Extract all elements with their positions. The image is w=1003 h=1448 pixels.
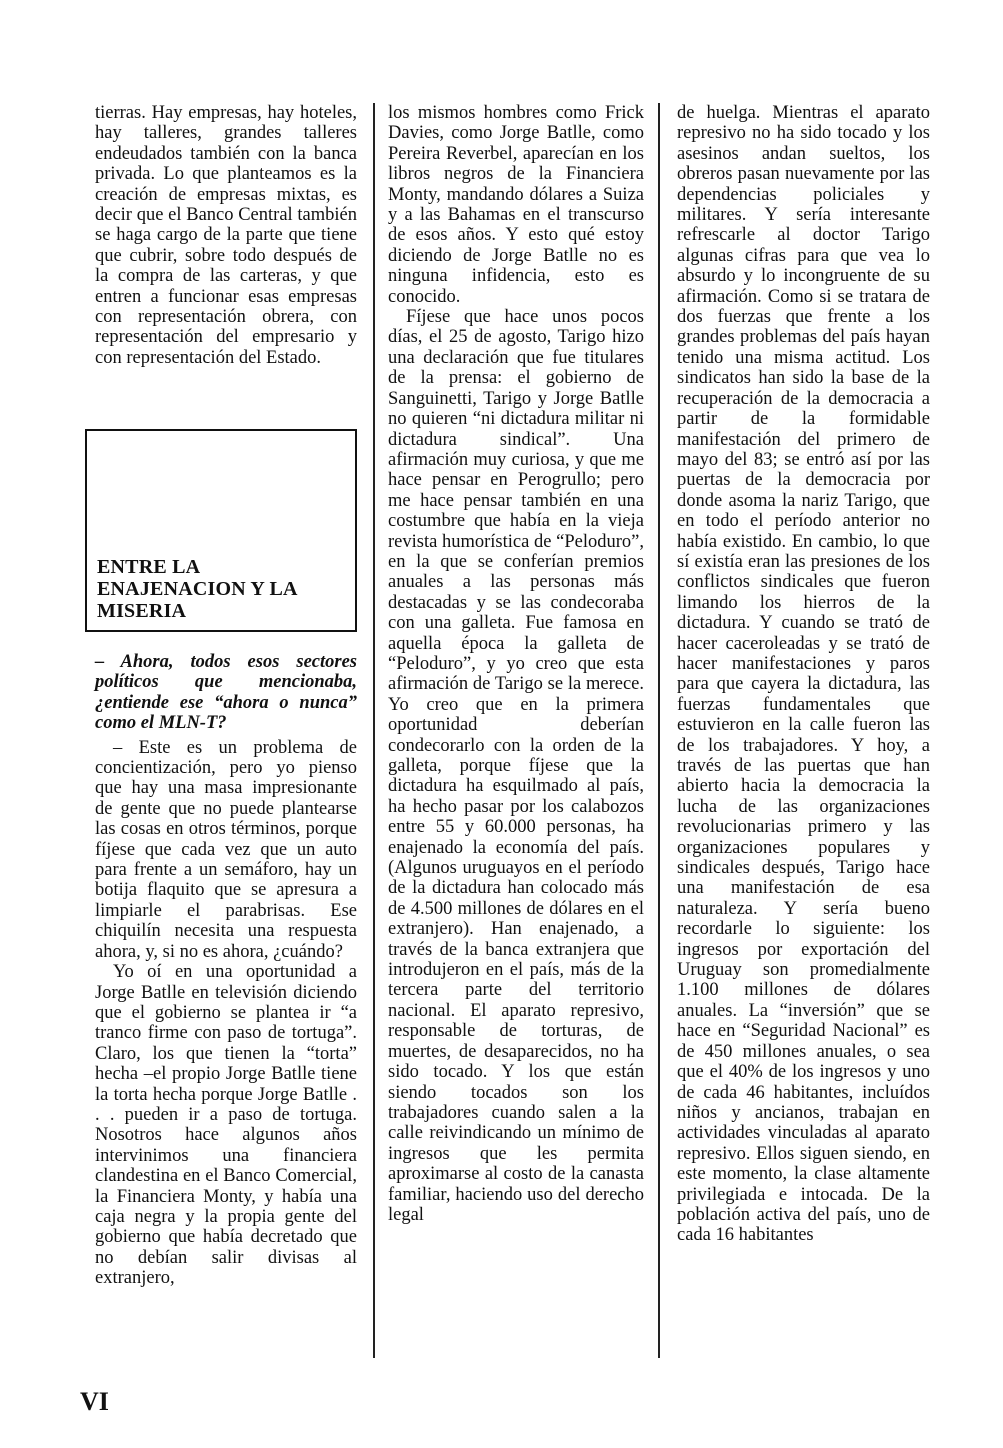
column-1-intro (95, 103, 357, 368)
section-heading: ENTRE LA ENAJENACION Y LA MISERIA (97, 556, 297, 622)
column-2 (388, 103, 644, 1225)
paragraph: tierras. Hay empresas, hay hoteles, hay talleres, grandes talleres endeudados también con la banca privada. Lo que planteamos es la creación de empresas mixtas, es decir que el Banco Central también se haga cargo de la parte que tiene que cubrir, sobre todo después de la compra de las carteras, y que entren a funcionar esas empresas con representación obrera, con representación del empresario y con representación del Estado. (95, 103, 357, 368)
column-divider (658, 103, 660, 1358)
section-box (85, 429, 357, 632)
column-1-interview (95, 652, 357, 1289)
paragraph: los mismos hombres como Frick Davies, como Jorge Batlle, como Pereira Reverbel, aparecían en los libros negros de la Financiera Monty, mandando dólares a Suiza y a las Bahamas en el transcurso de esos años. Y esto qué estoy diciendo de Jorge Batlle no es ninguna infidencia, esto es conocido. (388, 103, 644, 307)
interview-question: – Ahora, todos esos sectores políticos que mencionaba, ¿entiende ese “ahora o nunca” como el MLN-T? (95, 652, 357, 734)
column-divider (373, 103, 375, 1358)
interview-answer: – Este es un problema de concientización, pero yo pienso que hay una masa impresionante de gente que no puede plantearse las cosas en otros términos, porque fíjese que cada vez que un auto para frente a un semáforo, hay un botija flaquito que se apresura a limpiarle el parabrisas. Ese chiquilín necesita una respuesta ahora, y, si no es ahora, ¿cuándo? (95, 737, 357, 962)
column-3 (677, 103, 930, 1246)
paragraph: Yo oí en una oportunidad a Jorge Batlle en televisión diciendo que el gobierno se plantea ir “a tranco firme con paso de tortuga”. Claro, los que tienen la “torta” hecha –el propio Jorge Batlle tiene la torta hecha porque Jorge Batlle . . . pueden ir a paso de tortuga. Nosotros hace algunos años intervinimos una financiera clandestina en el Banco Comercial, la Financiera Monty, y había una caja negra y la propia gente del gobierno que había decretado que no debían salir divisas al extranjero, (95, 962, 357, 1289)
page-number: VI (80, 1387, 109, 1416)
paragraph: Fíjese que hace unos pocos días, el 25 de agosto, Tarigo hizo una declaración que fue titulares de la prensa: el gobierno de Sanguinetti, Tarigo y Jorge Batlle no quieren “ni dictadura militar ni dictadura sindical”. Una afirmación muy curiosa, y que me hace pensar en Perogrullo; pero me hace pensar también en una costumbre que había en la vieja revista humorística de “Peloduro”, en la que se conferían premios anuales a las personas más destacadas y se las condecoraba con una galleta. Fue famosa en aquella época la galleta de “Peloduro”, y yo creo que esta afirmación de Tarigo se la merece. Yo creo que en la primera oportunidad deberían condecorarlo con la orden de la galleta, porque fíjese que la dictadura ha esquilmado al país, ha hecho pasar por los calabozos entre 55 y 60.000 personas, ha enajenado la economía del país. (Algunos uruguayos en el período de la dictadura han colocado más de 4.500 millones de dólares en el extranjero). Han enajenado, a través de la banca extranjera que introdujeron en el país, más de la tercera parte del territorio nacional. El aparato represivo, responsable de torturas, de muertes, de desaparecidos, no ha sido tocado. Y los que están siendo tocados son los trabajadores cuando salen a la calle reivindicando un mínimo de ingresos que les permita aproximarse al costo de la canasta familiar, haciendo uso del derecho legal (388, 307, 644, 1225)
paragraph: de huelga. Mientras el aparato represivo no ha sido tocado y los asesinos andan sueltos, los obreros pasan nuevamente por las dependencias policiales y militares. Y sería interesante refrescarle al doctor Tarigo algunas cifras para que vea lo absurdo y lo incongruente de su afirmación. Como si se tratara de dos fuerzas que frente a los grandes problemas del país hayan tenido una misma actitud. Los sindicatos han sido la base de la recuperación de la democracia a partir de la formidable manifestación del primero de mayo del 83; se entró así por las puertas de la democracia por donde asoma la nariz Tarigo, que en todo el período anterior no había existido. En cambio, lo que sí existía eran las presiones de los conflictos sindicales que fueron limando los hierros de la dictadura. Y cuando se trató de hacer caceroleadas y se trató de hacer manifestaciones y paros para que cayera la dictadura, las fuerzas fundamentales que estuvieron en la calle fueron las de los trabajadores. Y hoy, a través de las puertas que han abierto hacia la democracia la lucha de las organizaciones revolucionarias primero y las organizaciones populares y sindicales después, Tarigo hace una manifestación de esa naturaleza. Y sería bueno recordarle lo siguiente: los ingresos por exportación del Uruguay son promedialmente 1.100 millones de dólares anuales. La “inversión” que se hace en “Seguridad Nacional” es de 450 millones anuales, o sea que el 40% de los ingresos y uno de cada 46 habitantes, incluídos niños y ancianos, trabajan en actividades vinculadas al aparato represivo. Ellos siguen siendo, en este momento, la clase altamente privilegiada e intocada. De la población activa del país, uno de cada 16 habitantes (677, 103, 930, 1246)
